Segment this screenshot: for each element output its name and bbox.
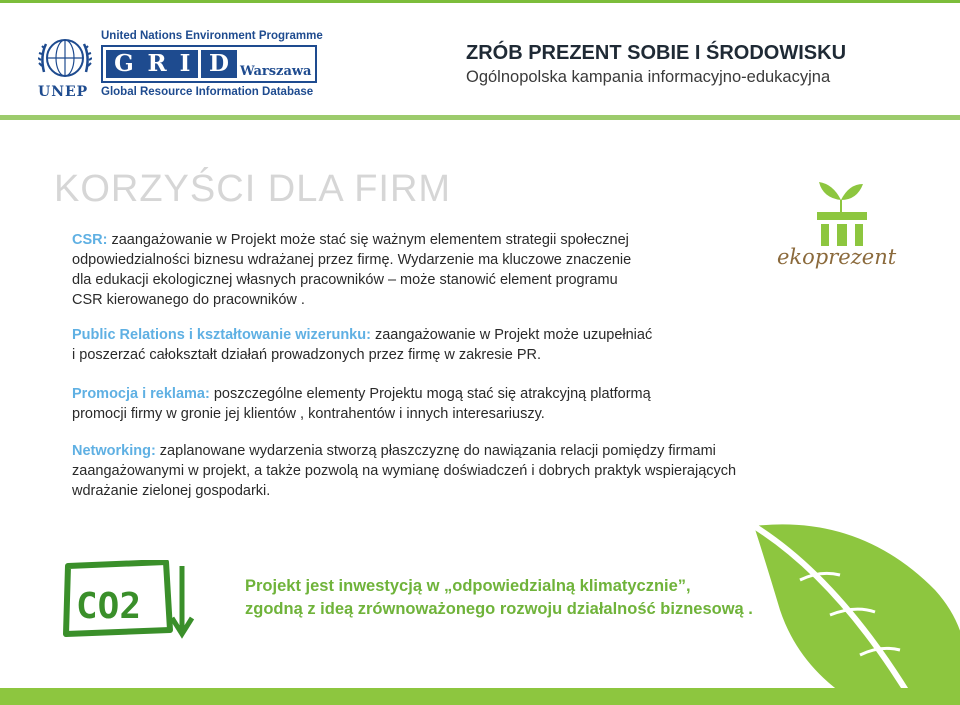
green-leaf-icon [740,520,960,705]
grid-letter-g: G [106,50,142,78]
section-networking [72,441,736,501]
callout-line: zgodną z ideą zrównoważonego rozwoju działalność biznesową . [245,600,753,618]
section-public-relations [72,325,652,365]
svg-text:CO2: CO2 [76,586,142,627]
page-title: KORZYŚCI DLA FIRM [54,168,452,210]
section-text: promocji firmy w gronie jej klientów , kontrahentów i innych interesariuszy. [72,406,545,422]
section-text: poszczególne elementy Projektu mogą stać się atrakcyjną platformą [209,386,651,402]
grid-city: Warszawa [240,64,312,79]
section-text: zaangażowanymi w projekt, a także pozwolą na wymianę doświadczeń i dobrych praktyk wspierających [72,463,737,479]
co2-down-arrow-icon [62,560,196,644]
grid-letter-d: D [201,50,237,78]
svg-text:ekoprezent: ekoprezent [777,245,897,269]
investment-callout [245,575,753,621]
section-promocja [72,384,651,424]
grid-letter-r: R [139,50,175,78]
unep-wordmark: UNEP [38,84,89,100]
grid-database-name: Global Resource Information Database [101,86,314,98]
section-label: Networking: [72,443,156,459]
callout-line: Projekt jest inwestycją w „odpowiedzialną klimatycznie”, [245,577,691,595]
section-text: dla edukacji ekologicznej własnych pracowników – może stanowić element programu [72,272,618,288]
section-text: i poszerzać całokształt działań prowadzonych przez firmę w zakresie PR. [72,347,542,363]
top-accent-bar [0,0,960,3]
section-text: CSR kierowanego do pracowników . [72,292,305,308]
ekoprezent-logo-icon [775,178,925,278]
section-text: zaangażowanie w Projekt może stać się ważnym elementem strategii społecznej [107,232,629,248]
section-text: wdrażanie zielonej gospodarki. [72,483,271,499]
header-divider [0,115,960,120]
campaign-subtitle: Ogólnopolska kampania informacyjno-edukacyjna [466,68,831,86]
campaign-title: ZRÓB PREZENT SOBIE I ŚRODOWISKU [466,42,847,64]
section-text: odpowiedzialności biznesu wdrażanej przez firmę. Wydarzenie ma kluczowe znaczenie [72,252,632,268]
section-label: Promocja i reklama: [72,386,210,402]
section-csr [72,230,631,310]
grid-org-name: United Nations Environment Programme [101,30,323,42]
section-label: CSR: [72,232,108,248]
unep-emblem-icon [38,34,92,84]
section-label: Public Relations i kształtowanie wizerunku: [72,327,371,343]
grid-logo-box [101,45,317,83]
bottom-accent-band [0,688,960,705]
section-text: zaplanowane wydarzenia stworzą płaszczyznę do nawiązania relacji pomiędzy firmami [155,443,716,459]
grid-letter-i: I [172,50,198,78]
section-text: zaangażowanie w Projekt może uzupełniać [370,327,653,343]
